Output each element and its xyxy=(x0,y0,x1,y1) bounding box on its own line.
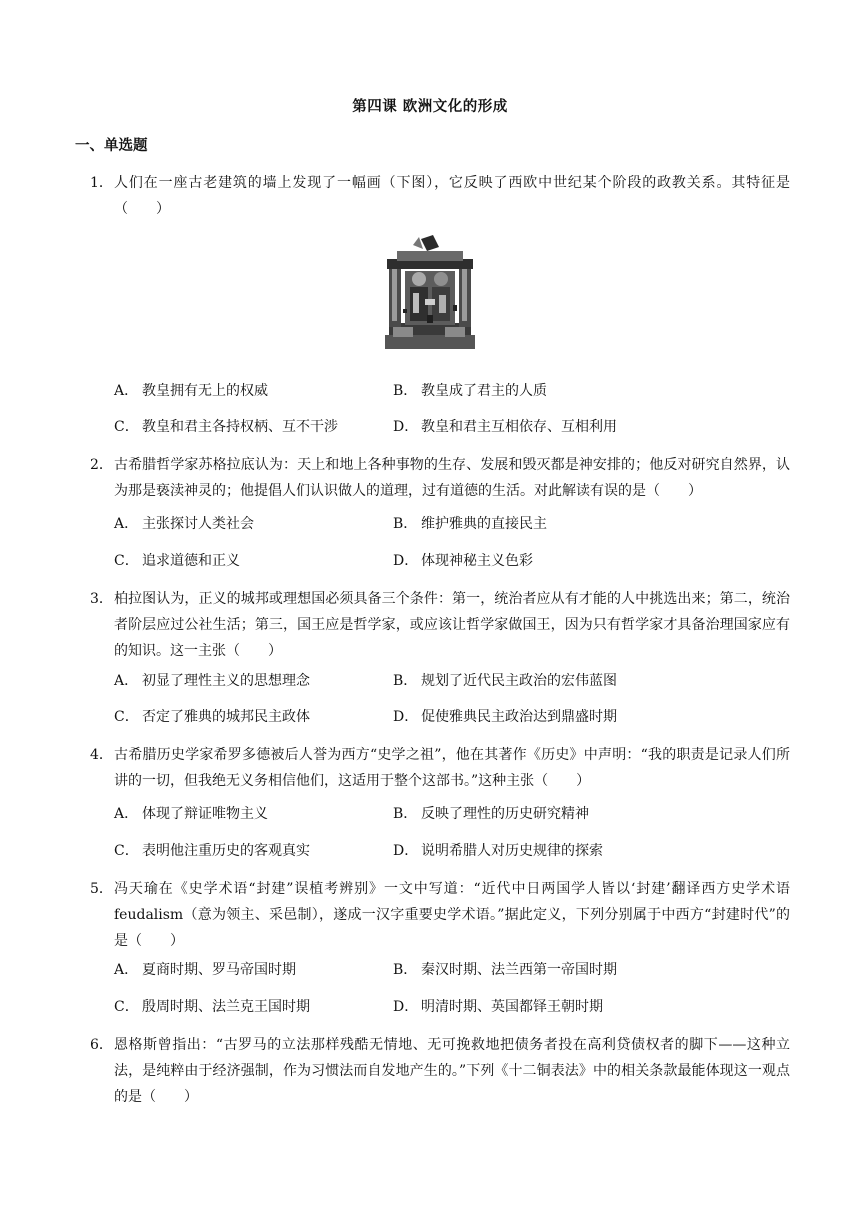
question-number: 4． xyxy=(90,747,113,763)
option-letter: B． xyxy=(393,673,418,689)
option-text: 殷周时期、法兰克王国时期 xyxy=(142,999,310,1015)
option-c xyxy=(114,840,310,860)
question-2 xyxy=(90,452,790,504)
section-heading: 一、单选题 xyxy=(75,137,148,154)
question-stem: 柏拉图认为，正义的城邦或理想国必须具备三个条件：第一，统治者应从有才能的人中挑选出来；第二，统治者阶层应过公社生活；第三，国王应是哲学家，或应该让哲学家做国王，因为只有哲学家才具备治理国家应有的知识。这一主张（ ） xyxy=(114,591,790,659)
option-c xyxy=(114,416,338,436)
option-letter: D． xyxy=(393,419,419,435)
option-letter: B． xyxy=(393,806,418,822)
option-letter: C． xyxy=(114,419,139,435)
option-letter: D． xyxy=(393,843,419,859)
option-text: 体现了辩证唯物主义 xyxy=(142,806,268,822)
question-number: 1． xyxy=(90,175,113,191)
option-text: 维护雅典的直接民主 xyxy=(421,516,547,532)
option-letter: A． xyxy=(114,806,139,822)
option-c xyxy=(114,996,310,1016)
option-a xyxy=(114,670,310,690)
option-text: 表明他注重历史的客观真实 xyxy=(142,843,310,859)
option-text: 主张探讨人类社会 xyxy=(142,516,254,532)
question-number: 5． xyxy=(90,881,113,897)
question-6 xyxy=(90,1032,790,1110)
option-text: 教皇拥有无上的权威 xyxy=(142,383,268,399)
option-letter: C． xyxy=(114,553,139,569)
option-text: 明清时期、英国都铎王朝时期 xyxy=(421,999,603,1015)
option-text: 教皇成了君主的人质 xyxy=(421,383,547,399)
question-stem: 古希腊哲学家苏格拉底认为：天上和地上各种事物的生存、发展和毁灭都是神安排的；他反对研究自然界，认为那是亵渎神灵的；他提倡人们认识做人的道理，过有道德的生活。对此解读有误的是（ ） xyxy=(114,457,790,499)
option-text: 说明希腊人对历史规律的探索 xyxy=(421,843,603,859)
option-text: 促使雅典民主政治达到鼎盛时期 xyxy=(421,709,617,725)
question-number: 3． xyxy=(90,591,113,607)
option-letter: A． xyxy=(114,516,139,532)
option-a xyxy=(114,803,268,823)
option-b xyxy=(393,380,547,400)
question-5 xyxy=(90,876,790,954)
mural-image xyxy=(383,235,477,353)
question-number: 2． xyxy=(90,457,113,473)
question-4 xyxy=(90,742,790,794)
question-stem: 冯天瑜在《史学术语“封建”误植考辨别》一文中写道：“近代中日两国学人皆以‘封建’翻译西方史学术语 feudalism（意为领主、采邑制），遂成一汉字重要史学术语。”据此定义，下列分别属于中西方“封建时代”的是（ ） xyxy=(114,881,790,949)
option-letter: A． xyxy=(114,962,139,978)
option-d xyxy=(393,840,603,860)
question-stem: 古希腊历史学家希罗多德被后人誉为西方“史学之祖”，他在其著作《历史》中声明：“我的职责是记录人们所讲的一切，但我绝无义务相信他们，这适用于整个这部书。”这种主张（ ） xyxy=(114,747,790,789)
option-d xyxy=(393,706,617,726)
option-b xyxy=(393,513,547,533)
option-text: 夏商时期、罗马帝国时期 xyxy=(142,962,296,978)
option-text: 否定了雅典的城邦民主政体 xyxy=(142,709,310,725)
question-stem: 人们在一座古老建筑的墙上发现了一幅画（下图），它反映了西欧中世纪某个阶段的政教关系。其特征是（ ） xyxy=(114,175,790,217)
option-letter: D． xyxy=(393,709,419,725)
option-letter: A． xyxy=(114,673,139,689)
question-1 xyxy=(90,170,790,222)
option-text: 教皇和君主互相依存、互相利用 xyxy=(421,419,617,435)
option-d xyxy=(393,996,603,1016)
option-text: 体现神秘主义色彩 xyxy=(421,553,533,569)
option-letter: C． xyxy=(114,999,139,1015)
option-letter: A． xyxy=(114,383,139,399)
option-letter: B． xyxy=(393,962,418,978)
option-a xyxy=(114,513,254,533)
option-c xyxy=(114,550,240,570)
option-text: 初显了理性主义的思想理念 xyxy=(142,673,310,689)
option-c xyxy=(114,706,310,726)
question-stem: 恩格斯曾指出：“古罗马的立法那样残酷无情地、无可挽救地把债务者投在高利贷债权者的脚下——这种立法，是纯粹由于经济强制，作为习惯法而自发地产生的。”下列《十二铜表法》中的相关条款最能体现这一观点的是（ ） xyxy=(114,1037,790,1105)
option-b xyxy=(393,803,589,823)
option-text: 规划了近代民主政治的宏伟蓝图 xyxy=(421,673,617,689)
option-d xyxy=(393,550,533,570)
option-b xyxy=(393,670,617,690)
option-letter: D． xyxy=(393,999,419,1015)
option-letter: D． xyxy=(393,553,419,569)
option-text: 教皇和君主各持权柄、互不干涉 xyxy=(142,419,338,435)
option-letter: C． xyxy=(114,709,139,725)
option-a xyxy=(114,959,296,979)
option-letter: B． xyxy=(393,383,418,399)
option-text: 反映了理性的历史研究精神 xyxy=(421,806,589,822)
option-d xyxy=(393,416,617,436)
option-b xyxy=(393,959,617,979)
option-a xyxy=(114,380,268,400)
option-text: 追求道德和正义 xyxy=(142,553,240,569)
option-letter: C． xyxy=(114,843,139,859)
option-letter: B． xyxy=(393,516,418,532)
question-number: 6． xyxy=(90,1037,113,1053)
question-3 xyxy=(90,586,790,664)
page-title: 第四课 欧洲文化的形成 xyxy=(352,98,508,115)
option-text: 秦汉时期、法兰西第一帝国时期 xyxy=(421,962,617,978)
